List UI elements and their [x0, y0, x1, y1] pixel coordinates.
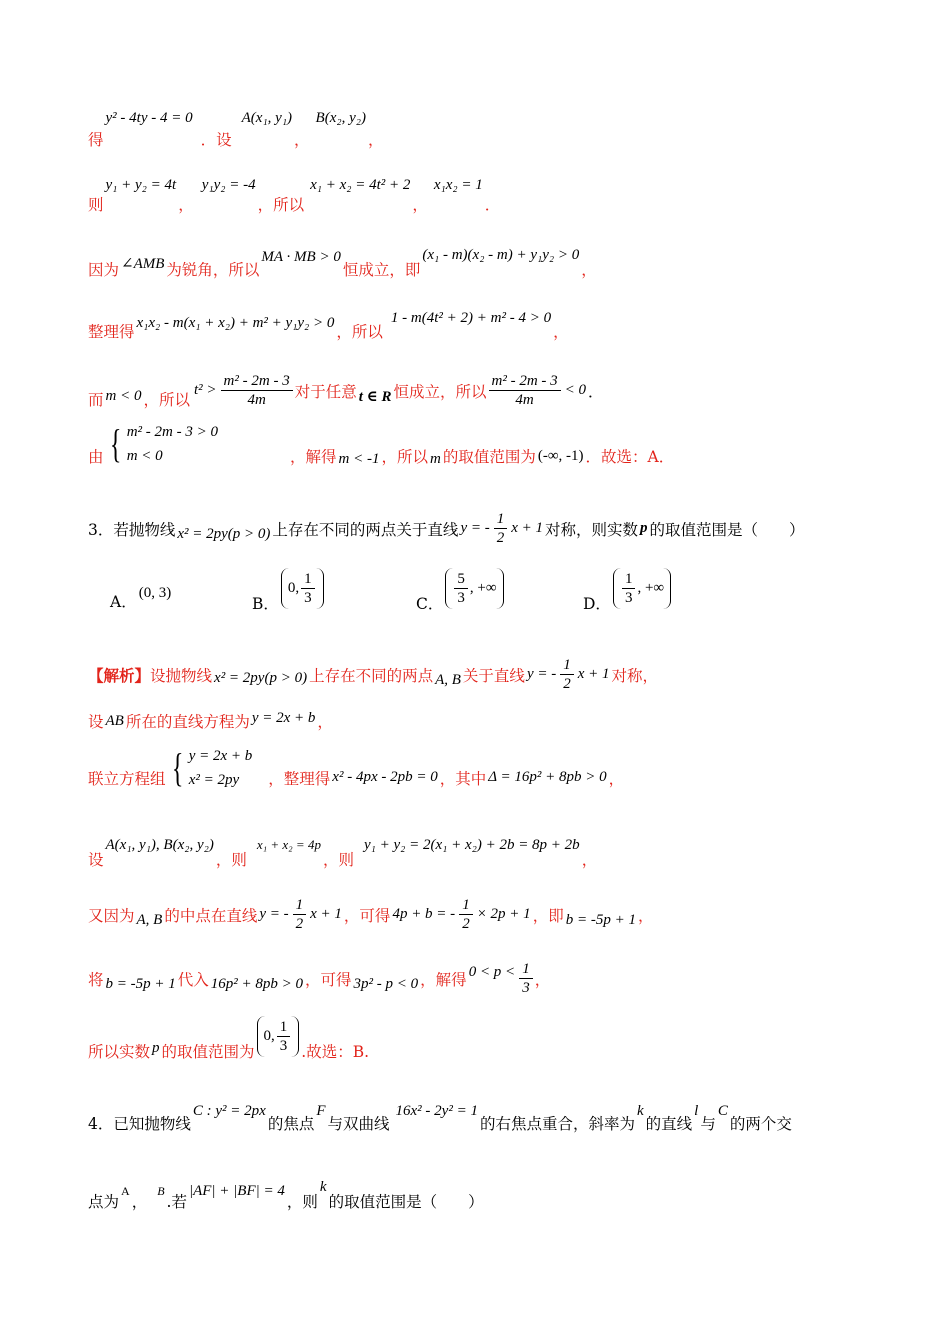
math-expr: < 0 — [564, 382, 587, 398]
text: 的两个交 — [729, 1115, 792, 1133]
math-expr: k — [319, 1178, 327, 1195]
math-expr: B(x₂, y₂) — [315, 109, 366, 126]
fraction — [494, 510, 508, 547]
text: 的直线 — [645, 1115, 693, 1133]
math-expr: AB — [105, 712, 124, 729]
fraction — [622, 570, 636, 607]
math-expr: 0 < p < — [468, 964, 516, 980]
math-expr: (-∞, -1) — [537, 447, 584, 464]
fraction — [519, 960, 533, 997]
interval-paren — [281, 568, 324, 609]
math-expr: 1 - m(4t² + 2) + m² - 4 > 0 — [390, 309, 552, 326]
text: ，所以 — [143, 390, 190, 409]
fraction — [489, 372, 561, 409]
text: ， — [553, 323, 569, 341]
math-expr: p — [640, 520, 648, 536]
text: 与 — [700, 1115, 716, 1133]
text: ，解得 — [420, 970, 467, 989]
interval-left: 0, — [287, 580, 300, 596]
sol3-line-1 — [88, 656, 890, 693]
fraction — [293, 896, 307, 933]
solution-line-3 — [88, 246, 890, 279]
text: 对于任意 — [294, 382, 357, 401]
system-row: x² = 2py — [188, 772, 240, 788]
question-3-stem — [88, 510, 890, 547]
system-row: m² - 2m - 3 > 0 — [126, 424, 218, 440]
numerator: 1 — [459, 896, 473, 915]
math-expr: x₁x₂ - m(x₁ + x₂) + m² + y₁y₂ > 0 — [136, 314, 335, 331]
numerator: 1 — [494, 510, 508, 529]
denominator: 3 — [279, 1038, 288, 1054]
math-expr: x + 1 — [511, 520, 543, 536]
text: ，所以 — [257, 196, 305, 214]
math-expr: ∠AMB — [121, 255, 165, 272]
sol3-line-2 — [88, 710, 890, 732]
text: 的取值范围是（ ） — [328, 1193, 484, 1211]
equation-system — [168, 744, 253, 792]
math-expr: m < 0 — [105, 388, 142, 404]
math-expr: 16p² + 8pb > 0 — [210, 976, 304, 992]
option-label: B． — [252, 594, 279, 613]
numerator: 1 — [519, 960, 533, 979]
math-expr: Δ = 16p² + 8pb > 0 — [488, 768, 607, 785]
math-expr: p — [152, 1040, 160, 1056]
text: 恒成立，所以 — [393, 382, 487, 401]
solution-line-4 — [88, 309, 890, 341]
text: 而 — [88, 390, 104, 409]
text: 关于直线 — [462, 666, 525, 685]
math-expr: C : y² = 2px — [192, 1102, 266, 1119]
equation-system — [106, 420, 218, 468]
numerator: 1 — [622, 570, 636, 589]
denominator: 2 — [295, 916, 304, 932]
text: 恒成立，即 — [342, 261, 421, 279]
text: ．设 — [200, 131, 232, 149]
math-expr: m — [429, 450, 441, 467]
interval-paren — [257, 1016, 300, 1057]
text: 的取值范围为 — [161, 1042, 255, 1061]
text: 3．若抛物线 — [88, 520, 176, 539]
interval-right: , +∞ — [469, 580, 497, 596]
math-expr: |AF| + |BF| = 4 — [188, 1182, 285, 1199]
math-expr: A — [121, 1183, 130, 1198]
fraction — [221, 372, 293, 409]
text: ， — [131, 1193, 148, 1211]
math-expr: x² = 2py(p > 0) — [177, 526, 271, 542]
text: 整理得 — [88, 323, 135, 341]
text: 由 — [88, 448, 104, 466]
math-expr: y = - — [460, 520, 490, 536]
option-label: D． — [583, 594, 611, 613]
interval-left: 0, — [263, 1028, 275, 1044]
math-expr: x + 1 — [577, 666, 610, 682]
text: 代入 — [177, 970, 209, 989]
text: ． — [484, 196, 501, 214]
text: ． — [588, 382, 604, 401]
text: ， — [178, 196, 194, 214]
denominator: 3 — [304, 590, 312, 606]
math-expr: A(x₁, y₁) — [241, 109, 293, 126]
text: 的中点在直线 — [164, 906, 258, 925]
math-expr: l — [694, 1102, 699, 1119]
text: 4．已知抛物线 — [88, 1115, 191, 1133]
text: ，即 — [532, 906, 564, 925]
text: ，则 — [215, 851, 247, 869]
text: 的焦点 — [267, 1115, 315, 1133]
option-label: C． — [416, 594, 444, 613]
text: ，则 — [322, 851, 354, 869]
option-a[interactable] — [110, 584, 173, 611]
text: 与双曲线 — [327, 1115, 390, 1133]
text: 将 — [88, 970, 104, 989]
math-expr: × 2p + 1 — [476, 906, 531, 922]
system-row: m < 0 — [126, 448, 163, 464]
math-expr: x₁x₂ = 1 — [433, 176, 483, 193]
math-expr: 16x² - 2y² = 1 — [395, 1102, 478, 1119]
fraction — [454, 570, 468, 607]
text: 的右焦点重合，斜率为 — [479, 1115, 635, 1133]
text: 所以实数 — [88, 1042, 151, 1061]
sol3-line-7 — [88, 1016, 890, 1061]
math-expr: y² - 4ty - 4 = 0 — [105, 109, 193, 126]
math-expr: y₁ + y₂ = 4t — [105, 176, 177, 193]
math-expr: y = - — [526, 666, 557, 682]
text: ， — [534, 970, 551, 989]
text: ， — [581, 851, 598, 869]
denominator: 2 — [462, 916, 470, 932]
text: ， — [317, 713, 333, 731]
math-expr: x² - 4px - 2pb = 0 — [332, 768, 438, 785]
text: 所在的直线方程为 — [125, 713, 250, 731]
option-label: A． — [110, 593, 137, 611]
interval-paren — [613, 568, 671, 609]
math-expr: m < -1 — [338, 450, 380, 467]
text: 点为 — [88, 1193, 120, 1211]
denominator: 4m — [247, 392, 266, 408]
text: ，整理得 — [268, 770, 331, 788]
math-expr: 4p + b = - — [392, 906, 456, 922]
text: ，所以 — [381, 448, 428, 466]
text: 又因为 — [88, 906, 135, 925]
text: ， — [637, 906, 654, 925]
math-expr: x + 1 — [310, 906, 342, 922]
math-expr: y₁ + y₂ = 2(x₁ + x₂) + 2b = 8p + 2b — [363, 836, 580, 853]
math-expr: y = 2x + b — [251, 709, 316, 726]
math-expr: MA · MB > 0 — [261, 248, 341, 265]
text: 设抛物线 — [150, 666, 213, 685]
text: 的取值范围为 — [442, 448, 536, 466]
numerator: 1 — [560, 656, 574, 675]
text: 因为 — [88, 261, 120, 279]
text: 为锐角，所以 — [166, 261, 260, 279]
text: ， — [608, 770, 625, 788]
math-expr: t ∈ R — [358, 389, 392, 405]
text: 得 — [88, 131, 104, 149]
denominator: 3 — [522, 980, 530, 996]
question-4-line-1 — [88, 1100, 890, 1133]
option-c[interactable] — [416, 568, 506, 613]
denominator: 2 — [496, 530, 505, 546]
math-expr: 3p² - p < 0 — [353, 976, 419, 992]
math-expr: x₁ + x₂ = 4p — [256, 837, 321, 852]
solution-line-5 — [88, 372, 890, 409]
analysis-tag: 【解析】 — [88, 665, 151, 685]
text: 对称， — [611, 666, 659, 685]
math-expr: y = - — [259, 906, 289, 922]
text: 的取值范围是（ ） — [649, 520, 805, 539]
denominator: 3 — [457, 590, 465, 606]
text: 设 — [88, 851, 104, 869]
numerator: 5 — [454, 570, 468, 589]
fraction — [560, 656, 574, 693]
numerator: m² - 2m - 3 — [221, 372, 293, 391]
text: ，可得 — [343, 906, 391, 925]
text: ，其中 — [439, 770, 487, 788]
math-expr: b = -5p + 1 — [105, 976, 176, 992]
interval-paren — [445, 568, 503, 609]
fraction — [459, 896, 473, 933]
math-expr: x₁ + x₂ = 4t² + 2 — [310, 176, 411, 193]
math-expr: F — [316, 1102, 326, 1119]
denominator: 3 — [624, 590, 633, 606]
text: 上存在不同的两点 — [309, 666, 434, 685]
text: ．故选：A． — [585, 448, 675, 466]
text: .故选：B. — [301, 1042, 370, 1061]
system-row: y = 2x + b — [188, 748, 253, 764]
sol3-line-5 — [88, 896, 890, 933]
math-expr: b = -5p + 1 — [565, 912, 636, 928]
option-d[interactable] — [583, 568, 673, 613]
sol3-line-4 — [88, 834, 890, 869]
math-expr: A, B — [136, 912, 163, 928]
math-expr: t² > — [194, 382, 217, 398]
numerator: 1 — [277, 1018, 291, 1037]
sol3-line-6 — [88, 960, 890, 997]
math-expr: k — [636, 1102, 644, 1119]
math-expr: C — [717, 1102, 728, 1119]
fraction — [301, 570, 315, 607]
text: .若 — [166, 1193, 187, 1211]
denominator: 2 — [563, 676, 571, 692]
numerator: 1 — [293, 896, 307, 915]
solution-line-6 — [88, 420, 890, 468]
text: ， — [367, 131, 384, 149]
text: 联立方程组 — [88, 770, 166, 788]
text: ， — [581, 261, 597, 279]
text: ，解得 — [290, 448, 337, 466]
math-expr: B — [157, 1183, 165, 1198]
math-expr: A, B — [435, 672, 461, 688]
brace-icon: { — [109, 421, 121, 466]
sol3-line-3 — [88, 744, 890, 792]
option-value: (0, 3) — [138, 584, 172, 601]
option-b[interactable] — [252, 568, 326, 613]
math-expr: x² = 2py(p > 0) — [214, 670, 308, 686]
text: 设 — [88, 713, 104, 731]
numerator: 1 — [301, 570, 315, 589]
text: 则 — [88, 196, 104, 214]
text: 对称，则实数 — [545, 520, 639, 539]
math-expr: y₁y₂ = -4 — [201, 176, 256, 193]
solution-line-2 — [88, 176, 890, 214]
brace-icon: { — [171, 745, 183, 790]
text: ，可得 — [305, 970, 352, 989]
solution-line-1 — [88, 109, 890, 149]
text: 上存在不同的两点关于直线 — [272, 520, 459, 539]
math-expr: A(x₁, y₁), B(x₂, y₂) — [105, 836, 214, 853]
text: ，所以 — [336, 323, 383, 341]
denominator: 4m — [515, 392, 534, 408]
math-expr: (x₁ - m)(x₂ - m) + y₁y₂ > 0 — [422, 246, 580, 263]
fraction — [277, 1018, 291, 1055]
question-4-line-2 — [88, 1178, 890, 1211]
interval-right: , +∞ — [637, 580, 665, 596]
text: ， — [294, 131, 310, 149]
text: ， — [412, 196, 428, 214]
numerator: m² - 2m - 3 — [489, 372, 561, 391]
text: ，则 — [286, 1193, 318, 1211]
